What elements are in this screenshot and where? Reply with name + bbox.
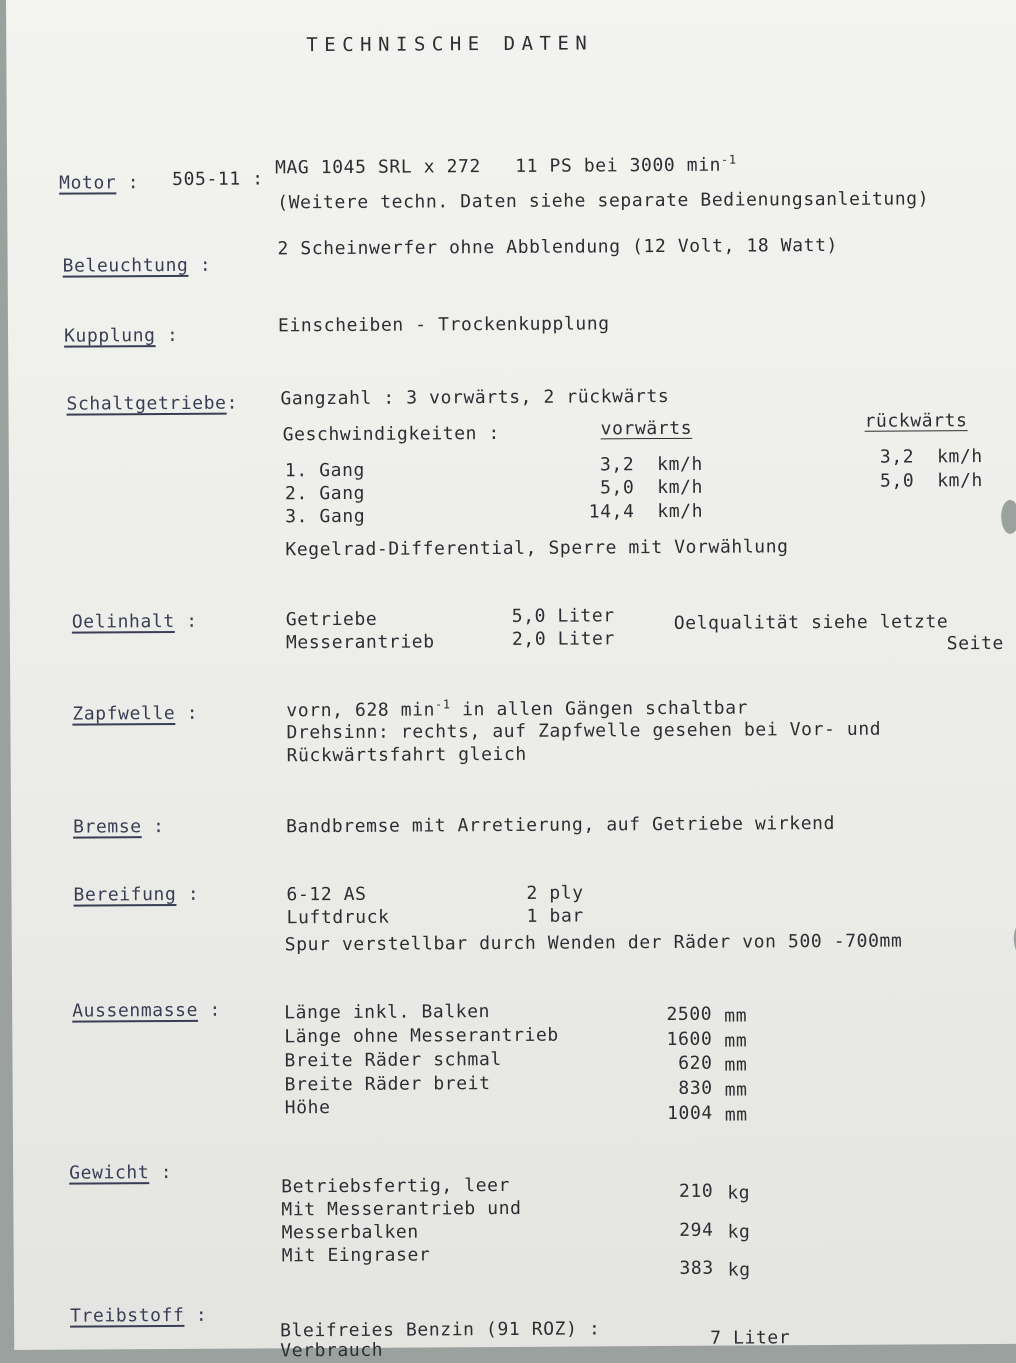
mass-3-name: Breite Räder schmal [284, 1048, 502, 1072]
oel-note-line2: Seite [946, 632, 1005, 655]
col-vorwaerts: vorwärts [600, 417, 693, 440]
motor-note: (Weitere techn. Daten siehe separate Bedienungsanleitung) [277, 188, 930, 214]
gear-1-vor: 3,2 km/h [599, 453, 703, 476]
gewicht-line2: Mit Messerantrieb und [281, 1197, 522, 1221]
mass-4-name: Breite Räder breit [284, 1073, 491, 1096]
oel-messer-name: Messerantrieb [285, 631, 435, 654]
gear-3-name: 3. Gang [285, 505, 366, 528]
gear-1-rueck: 3,2 km/h [879, 446, 983, 468]
mass-5-name: Höhe [284, 1097, 331, 1119]
bremse-text: Bandbremse mit Arretierung, auf Getriebe wirkend [285, 812, 836, 838]
beleuchtung-text: 2 Scheinwerfer ohne Abblendung (12 Volt, 18 Watt) [277, 234, 839, 260]
spur-text: Spur verstellbar durch Wenden der Räder von 500 -700mm [284, 930, 903, 956]
gewicht-value-1: 210 [678, 1180, 714, 1202]
gewicht-line3: Messerbalken [281, 1221, 419, 1244]
oelinhalt-label: Oelinhalt : [71, 610, 198, 633]
oel-getriebe-name: Getriebe [285, 608, 378, 631]
treibstoff-value: 7 Liter [710, 1327, 791, 1349]
oel-note-line1: Oelqualität siehe letzte [673, 611, 949, 634]
gear-2-name: 2. Gang [284, 482, 366, 505]
gangzahl-text: Gangzahl : 3 vorwärts, 2 rückwärts [280, 385, 670, 410]
verbrauch-text: Verbrauch [280, 1339, 384, 1362]
gewicht-unit-3: kg [727, 1259, 751, 1281]
mass-3-unit: mm [724, 1054, 748, 1076]
zapfwelle-line2: Drehsinn: rechts, auf Zapfwelle gesehen bei Vor- und [286, 718, 882, 744]
mass-5-value: 1004 [667, 1102, 713, 1124]
geschwindigkeiten-label: Geschwindigkeiten : [282, 422, 501, 446]
mass-1-unit: mm [724, 1005, 748, 1027]
gewicht-value-2: 294 [679, 1219, 714, 1241]
motor-spec: MAG 1045 SRL x 272 11 PS bei 3000 $\min^{-1}$ [274, 152, 737, 179]
page-title: TECHNISCHE DATEN [306, 32, 594, 57]
gewicht-line4: Mit Eingraser [281, 1244, 431, 1267]
motor-code: 505-11 : [172, 168, 264, 190]
mass-1-name: Länge inkl. Balken [284, 1001, 491, 1024]
mass-5-unit: mm [724, 1104, 748, 1126]
gewicht-line1: Betriebsfertig, leer [281, 1174, 511, 1198]
document-sheet [6, 0, 1016, 1362]
aussenmasse-label: Aussenmasse : [72, 999, 221, 1022]
luftdruck-label: Luftdruck [286, 906, 390, 929]
schaltgetriebe-label: Schaltgetriebe: [66, 392, 239, 415]
gear-2-vor: 5,0 km/h [599, 476, 704, 499]
kupplung-label: Kupplung : [63, 324, 179, 347]
gear-1-name: 1. Gang [284, 459, 366, 482]
gewicht-unit-1: kg [727, 1182, 751, 1204]
mass-2-value: 1600 [666, 1028, 713, 1050]
beleuchtung-label: Beleuchtung : [62, 254, 212, 277]
mass-1-value: 2500 [666, 1003, 713, 1025]
bremse-label: Bremse : [72, 816, 165, 838]
mass-2-unit: mm [724, 1030, 748, 1052]
motor-label: Motor : [59, 172, 140, 194]
zapfwelle-line3: Rückwärtsfahrt gleich [286, 743, 527, 767]
gewicht-label: Gewicht : [69, 1162, 173, 1184]
gewicht-unit-2: kg [727, 1221, 751, 1243]
punch-hole-upper [1001, 500, 1016, 534]
reifen-ply: 2 ply [526, 882, 584, 904]
luftdruck-value: 1 bar [526, 905, 584, 927]
zapfwelle-label: Zapfwelle : [72, 702, 199, 725]
oel-messer-value: 2,0 Liter [511, 628, 615, 650]
treibstoff-text: Bleifreies Benzin (91 ROZ) : [280, 1318, 601, 1342]
mass-2-name: Länge ohne Messerantrieb [284, 1024, 559, 1048]
mass-4-value: 830 [678, 1077, 713, 1099]
treibstoff-label: Treibstoff : [69, 1304, 208, 1327]
zapfwelle-line1: vorn, 628 $\min^{-1}$ in allen Gängen schaltbar [286, 697, 749, 722]
mass-3-value: 620 [678, 1052, 713, 1074]
differential-text: Kegelrad-Differential, Sperre mit Vorwählung [285, 536, 789, 561]
kupplung-text: Einscheiben - Trockenkupplung [277, 313, 610, 337]
bereifung-label: Bereifung : [73, 883, 200, 906]
gear-3-vor: 14,4 km/h [588, 500, 704, 523]
mass-4-unit: mm [724, 1079, 748, 1101]
reifen-size: 6-12 AS [286, 883, 367, 906]
gear-2-rueck: 5,0 km/h [879, 470, 984, 492]
oel-getriebe-value: 5,0 Liter [511, 605, 615, 627]
col-rueckwaerts: rückwärts [864, 410, 968, 432]
gewicht-value-3: 383 [679, 1257, 714, 1279]
